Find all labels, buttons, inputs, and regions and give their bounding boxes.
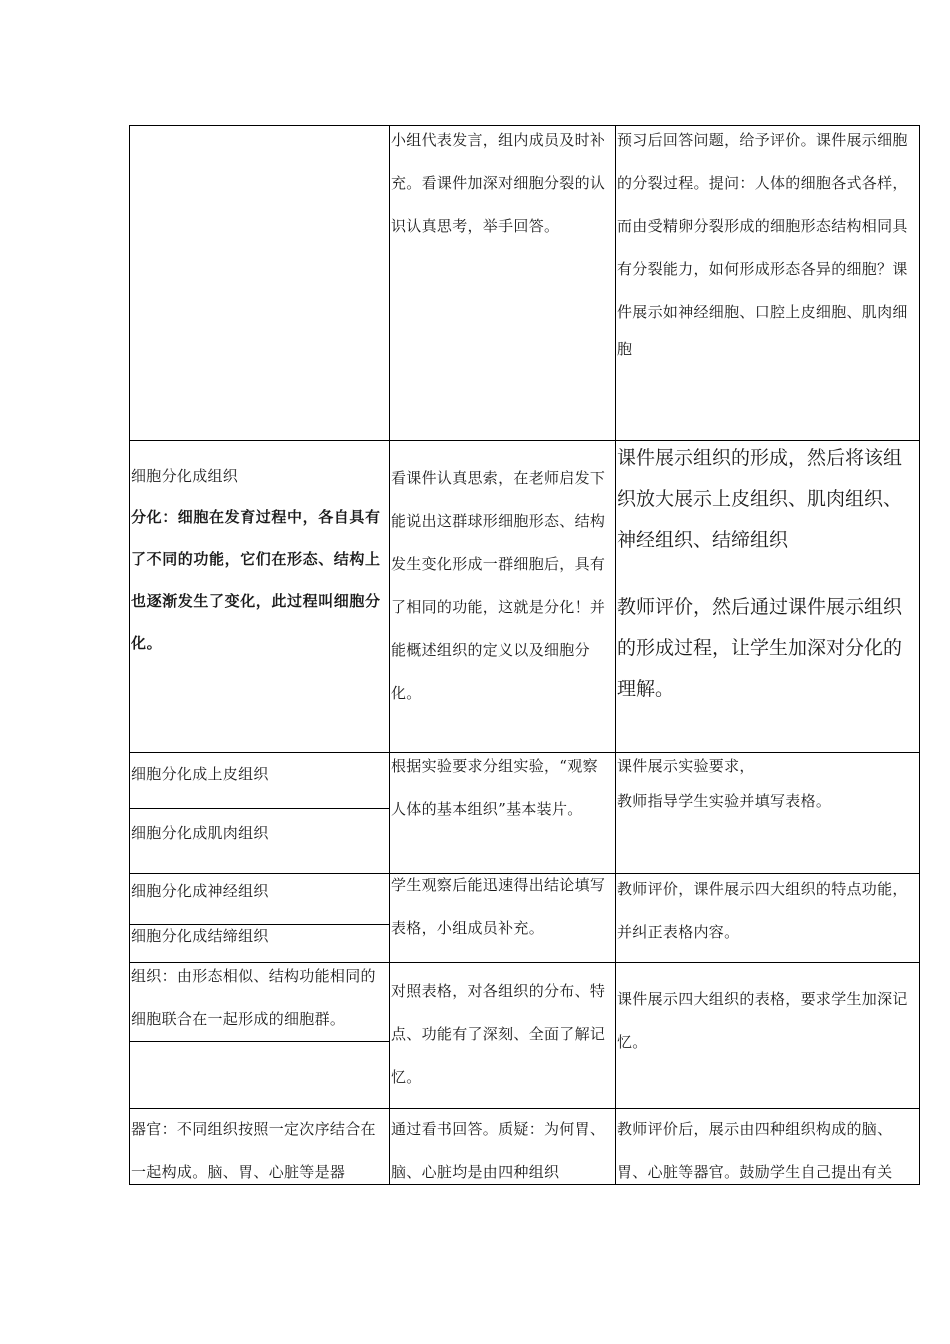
content-cell bbox=[131, 753, 387, 796]
teacher-activity-text-b: 教师指导学生实验并填写表格。 bbox=[617, 792, 832, 810]
teacher-activity-text-b: 教师评价，然后通过课件展示组织的形成过程，让学生加深对分化的理解。 bbox=[617, 596, 903, 700]
student-activity-text: 看课件认真思索，在老师启发下能说出这群球形细胞形态、结构发生变化形成一群细胞后，具有了相同的功能，这就是分化！并能概述组织的定义以及细胞分化。 bbox=[391, 469, 606, 702]
teacher-activity-text: 教师评价，课件展示四大组织的特点功能，并纠正表格内容。 bbox=[617, 880, 908, 941]
student-activity-text: 通过看书回答。质疑：为何胃、脑、心脏均是由四种组织 bbox=[391, 1120, 606, 1181]
teacher-activity-cell bbox=[617, 119, 919, 364]
teacher-activity-tail: 胞 bbox=[617, 340, 633, 358]
connective-tissue-label: 细胞分化成结缔组织 bbox=[131, 927, 269, 945]
teacher-activity-cell bbox=[617, 978, 919, 1064]
content-cell bbox=[131, 812, 387, 855]
teacher-activity-text: 教师评价后，展示由四种组织构成的脑、胃、心脏等器官。鼓励学生自己提出有关 bbox=[617, 1120, 893, 1181]
muscle-tissue-label: 细胞分化成肌肉组织 bbox=[131, 824, 269, 842]
student-activity-cell bbox=[391, 119, 613, 248]
column-divider bbox=[919, 125, 920, 1185]
column-divider bbox=[615, 125, 616, 1185]
content-cell bbox=[131, 456, 387, 664]
student-activity-cell bbox=[391, 864, 613, 950]
organ-definition: 器官：不同组织按照一定次序结合在一起构成。脑、胃、心脏等是器 bbox=[131, 1120, 376, 1181]
differentiation-definition: 分化：细胞在发育过程中，各自具有了不同的功能，它们在形态、结构上也逐渐发生了变化，此过程叫细胞分化。 bbox=[131, 508, 381, 652]
column-divider bbox=[129, 125, 130, 1185]
teacher-activity-cell bbox=[617, 438, 919, 710]
teacher-activity-cell bbox=[617, 745, 919, 823]
student-activity-text: 学生观察后能迅速得出结论填写表格，小组成员补充。 bbox=[391, 876, 606, 937]
content-cell bbox=[131, 870, 387, 913]
epithelial-tissue-label: 细胞分化成上皮组织 bbox=[131, 765, 269, 783]
student-activity-cell bbox=[391, 1108, 613, 1184]
content-cell bbox=[131, 915, 387, 958]
student-activity-text: 小组代表发言，组内成员及时补充。看课件加深对细胞分裂的认识认真思考，举手回答。 bbox=[391, 131, 606, 235]
row-divider bbox=[129, 1041, 389, 1042]
student-activity-cell bbox=[391, 457, 613, 715]
student-activity-text: 根据实验要求分组实验，“观察人体的基本组织”基本装片。 bbox=[391, 757, 598, 818]
teacher-activity-text-a: 课件展示组织的形成，然后将该组织放大展示上皮组织、肌肉组织、神经组织、结缔组织 bbox=[617, 447, 903, 551]
teacher-activity-text: 课件展示四大组织的表格，要求学生加深记忆。 bbox=[617, 990, 908, 1051]
teacher-activity-text: 预习后回答问题，给予评价。课件展示细胞的分裂过程。提问：人体的细胞各式各样，而由受精卵分裂形成的细胞形态结构相同具有分裂能力，如何形成形态各异的细胞？课件展示如神经细胞、口腔上皮细胞、肌肉细 bbox=[617, 131, 908, 321]
content-cell bbox=[131, 955, 387, 1041]
column-divider bbox=[389, 125, 390, 1185]
teacher-activity-text-a: 课件展示实验要求， bbox=[617, 757, 755, 775]
tissue-definition: 组织：由形态相似、结构功能相同的细胞联合在一起形成的细胞群。 bbox=[131, 967, 376, 1028]
teacher-activity-cell bbox=[617, 868, 919, 954]
student-activity-text: 对照表格，对各组织的分布、特点、功能有了深刻、全面了解记忆。 bbox=[391, 982, 606, 1086]
row-divider bbox=[129, 808, 389, 809]
table-bottom-border bbox=[129, 1184, 920, 1185]
student-activity-cell bbox=[391, 745, 613, 831]
section-title: 细胞分化成组织 bbox=[131, 467, 239, 485]
content-cell bbox=[131, 1108, 387, 1184]
nervous-tissue-label: 细胞分化成神经组织 bbox=[131, 882, 269, 900]
teacher-activity-cell bbox=[617, 1108, 919, 1184]
student-activity-cell bbox=[391, 970, 613, 1099]
